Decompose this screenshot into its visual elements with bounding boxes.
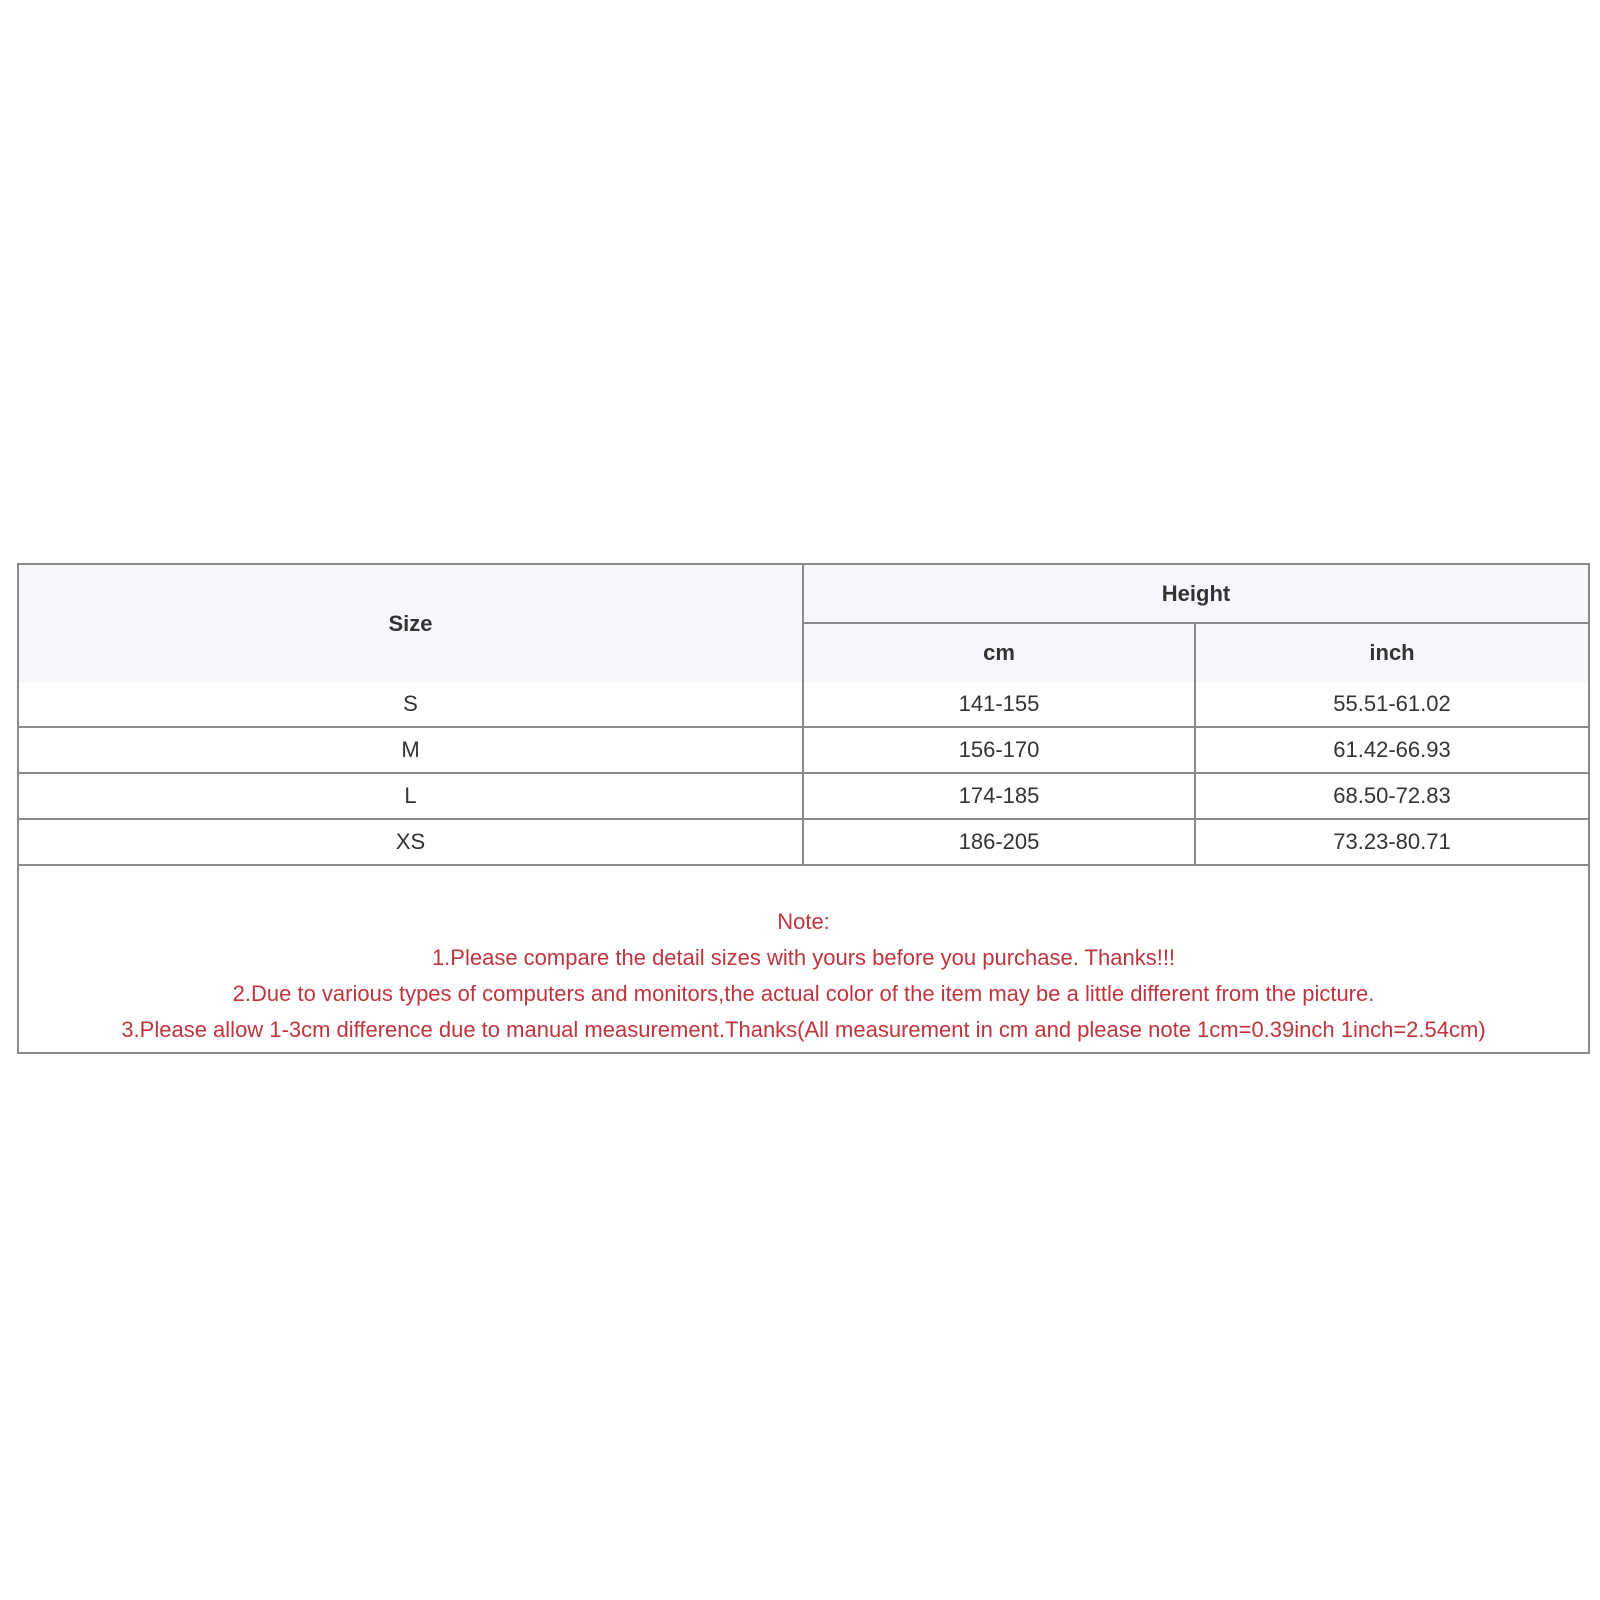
- table-row: [19, 819, 1588, 865]
- size-chart: [17, 563, 1590, 1054]
- note-line: 3.Please allow 1-3cm difference due to manual measurement.Thanks(All measurement in cm and please note 1cm=0.39inch 1inch=2.54cm): [121, 1017, 1486, 1042]
- header-row: [19, 565, 1588, 623]
- inch-cell: 73.23-80.71: [1195, 819, 1588, 865]
- cm-cell: 174-185: [803, 773, 1195, 819]
- note-line: 1.Please compare the detail sizes with yours before you purchase. Thanks!!!: [431, 945, 1176, 970]
- height-column-header: Height: [803, 565, 1588, 623]
- size-cell: S: [19, 682, 803, 727]
- table-row: [19, 773, 1588, 819]
- table-row: [19, 727, 1588, 773]
- cm-cell: 141-155: [803, 682, 1195, 727]
- note-title: Note:: [777, 909, 830, 934]
- inch-cell: 55.51-61.02: [1195, 682, 1588, 727]
- cm-cell: 186-205: [803, 819, 1195, 865]
- note-line: 2.Due to various types of computers and monitors,the actual color of the item may be a little different from the picture.: [232, 981, 1375, 1006]
- size-cell: M: [19, 727, 803, 773]
- inch-cell: 68.50-72.83: [1195, 773, 1588, 819]
- inch-column-header: inch: [1195, 623, 1588, 682]
- table-row: [19, 682, 1588, 727]
- notes-section: [19, 866, 1588, 1052]
- inch-cell: 61.42-66.93: [1195, 727, 1588, 773]
- cm-column-header: cm: [803, 623, 1195, 682]
- size-cell: L: [19, 773, 803, 819]
- size-table: [19, 565, 1588, 866]
- size-cell: XS: [19, 819, 803, 865]
- cm-cell: 156-170: [803, 727, 1195, 773]
- size-column-header: Size: [19, 565, 803, 682]
